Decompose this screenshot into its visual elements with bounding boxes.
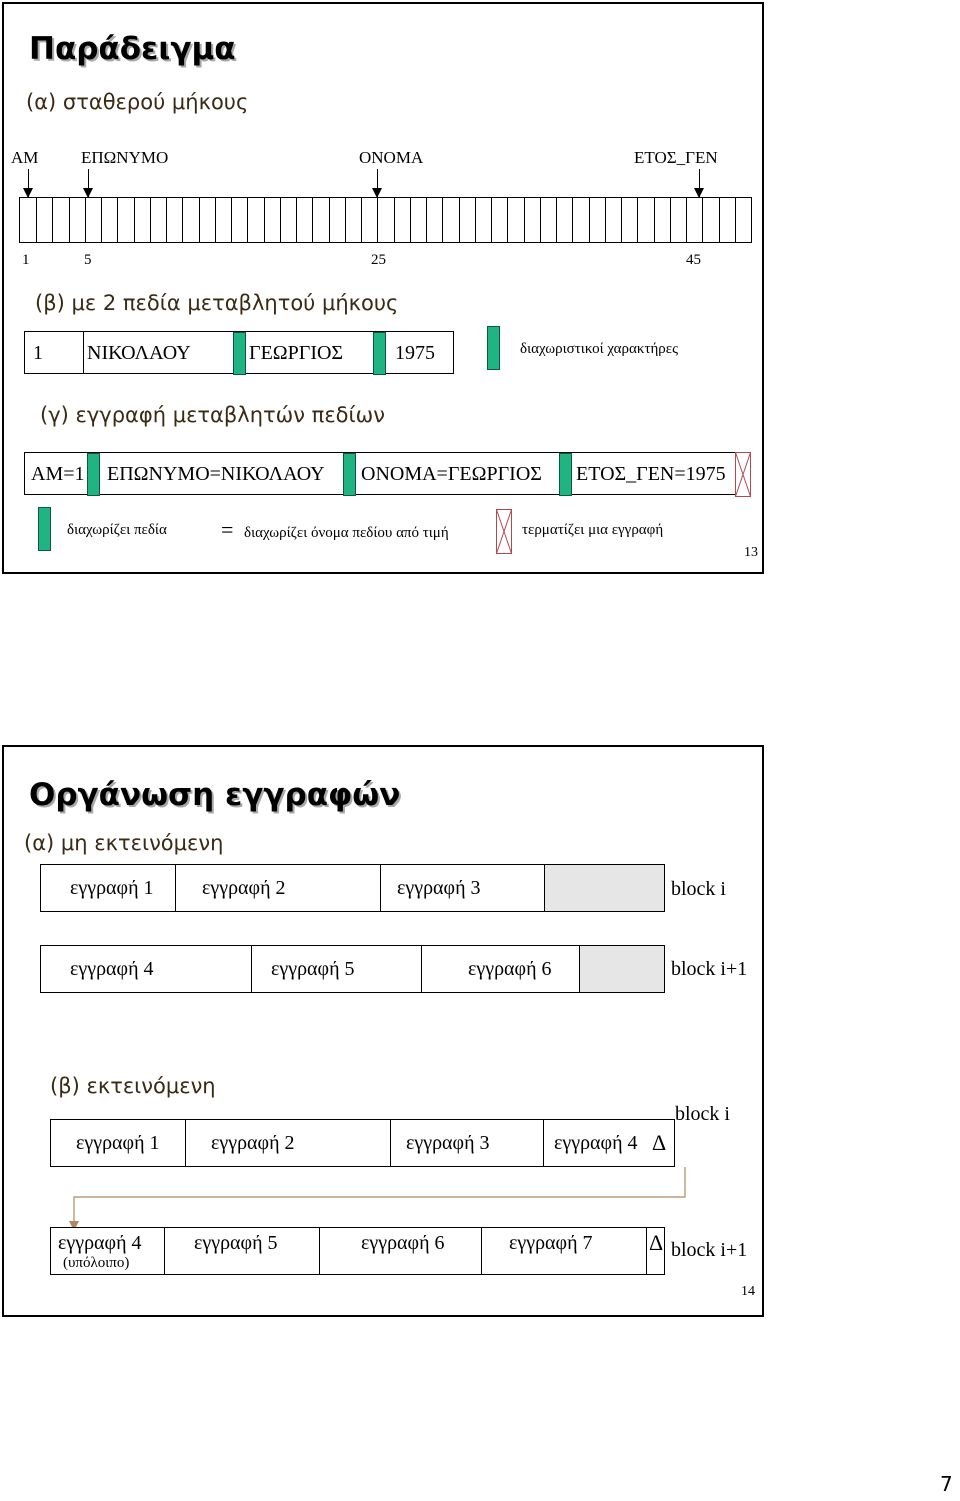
value-surname: ΝΙΚΟΛΑΟΥ — [87, 342, 191, 364]
record-remainder-note: (υπόλοιπο) — [63, 1255, 130, 1271]
byte-slot-divider — [377, 198, 378, 242]
arrow-down-icon — [88, 169, 89, 197]
record-cell: εγγραφή 1 — [76, 1132, 160, 1154]
slide-title: Οργάνωση εγγραφών — [29, 777, 401, 813]
byte-slot-divider — [735, 198, 736, 242]
byte-slot-divider — [345, 198, 346, 242]
byte-slot-divider — [394, 198, 395, 242]
byte-slot-divider — [85, 198, 86, 242]
value-name: ΓΕΩΡΓΙΟΣ — [249, 342, 344, 364]
byte-slot-divider — [312, 198, 313, 242]
subtitle-a: (α) μη εκτεινόμενη — [24, 831, 224, 855]
fixed-length-record — [19, 197, 752, 243]
byte-slot-divider — [637, 198, 638, 242]
byte-slot-divider — [702, 198, 703, 242]
separator-chars-label: διαχωριστικοί χαρακτήρες — [520, 341, 679, 357]
byte-slot-divider — [329, 198, 330, 242]
legend-terminates-record: τερματίζει μια εγγραφή — [522, 522, 664, 538]
byte-slot-divider — [654, 198, 655, 242]
value-year: 1975 — [395, 342, 435, 364]
field-label-am: AM — [11, 148, 39, 167]
record-cell: εγγραφή 2 — [202, 877, 286, 899]
record-cell: εγγραφή 5 — [194, 1232, 278, 1254]
block-i-plus-1-unspanned — [40, 945, 665, 993]
byte-slot-divider — [556, 198, 557, 242]
block-label: block i+1 — [671, 1239, 748, 1261]
value-am-pair: AM=1 — [31, 463, 85, 485]
record-terminator-legend-icon — [496, 509, 512, 554]
slide-page-number: 13 — [744, 545, 758, 560]
unused-space — [544, 865, 664, 911]
position-25: 25 — [371, 252, 386, 268]
byte-slot-divider — [247, 198, 248, 242]
byte-slot-divider — [491, 198, 492, 242]
byte-slot-divider — [36, 198, 37, 242]
separator-marker — [87, 453, 100, 496]
byte-slot-divider — [719, 198, 720, 242]
delta-pointer: Δ — [652, 1130, 667, 1155]
byte-slot-divider — [572, 198, 573, 242]
field-label-name: ΟΝΟΜΑ — [359, 148, 424, 167]
byte-slot-divider — [150, 198, 151, 242]
record-cell: εγγραφή 4 — [70, 958, 154, 980]
block-i-plus-1-spanned — [50, 1227, 665, 1275]
byte-slot-divider — [670, 198, 671, 242]
slide-13 — [2, 2, 764, 574]
block-i-unspanned — [40, 864, 665, 912]
byte-slot-divider — [410, 198, 411, 242]
delta-pointer: Δ — [649, 1230, 664, 1255]
byte-slot-divider — [426, 198, 427, 242]
record-terminator-icon — [735, 452, 751, 497]
arrow-down-icon — [28, 169, 29, 197]
record-cell: εγγραφή 5 — [271, 958, 355, 980]
byte-slot-divider — [215, 198, 216, 242]
block-label: block i — [675, 1103, 730, 1125]
variable-record-b — [24, 331, 454, 374]
subtitle-a: (α) σταθερού μήκους — [26, 90, 249, 114]
slide-page-number: 14 — [741, 1284, 755, 1299]
byte-slot-divider — [507, 198, 508, 242]
record-cell: εγγραφή 7 — [509, 1232, 593, 1254]
page-footer-number: 7 — [940, 1472, 953, 1496]
byte-slot-divider — [524, 198, 525, 242]
value-name-pair: ΟΝΟΜΑ=ΓΕΩΡΓΙΟΣ — [361, 463, 542, 485]
subtitle-b: (β) εκτεινόμενη — [50, 1074, 216, 1098]
record-cell: εγγραφή 2 — [211, 1132, 295, 1154]
unused-space — [579, 946, 664, 992]
byte-slot-divider — [166, 198, 167, 242]
subtitle-c: (γ) εγγραφή μεταβλητών πεδίων — [40, 403, 385, 427]
record-cell: εγγραφή 4 — [554, 1132, 638, 1154]
record-cell: εγγραφή 3 — [406, 1132, 490, 1154]
continuation-arrow-icon — [64, 1157, 694, 1232]
separator-marker — [233, 332, 246, 375]
block-label: block i — [671, 878, 726, 900]
record-cell: εγγραφή 4 — [58, 1232, 142, 1254]
subtitle-b: (β) με 2 πεδία μεταβλητού μήκους — [35, 291, 399, 315]
separator-marker — [373, 332, 386, 375]
byte-slot-divider — [361, 198, 362, 242]
byte-slot-divider — [442, 198, 443, 242]
byte-slot-divider — [117, 198, 118, 242]
equals-legend-icon: = — [221, 517, 234, 542]
field-label-birth-year: ΕΤΟΣ_ΓΕΝ — [634, 148, 718, 167]
byte-slot-divider — [52, 198, 53, 242]
byte-slot-divider — [199, 198, 200, 242]
field-label-surname: ΕΠΩΝΥΜΟ — [81, 148, 169, 167]
byte-slot-divider — [605, 198, 606, 242]
legend-separates-fields: διαχωρίζει πεδία — [67, 522, 167, 538]
byte-slot-divider — [459, 198, 460, 242]
byte-slot-divider — [621, 198, 622, 242]
position-5: 5 — [84, 252, 92, 268]
byte-slot-divider — [540, 198, 541, 242]
byte-slot-divider — [101, 198, 102, 242]
value-am: 1 — [33, 342, 43, 364]
legend-separates-name-value: διαχωρίζει όνομα πεδίου από τιμή — [244, 525, 449, 541]
slide-title: Παράδειγμα — [29, 31, 236, 67]
position-1: 1 — [22, 252, 30, 268]
arrow-down-icon — [699, 169, 700, 197]
record-cell: εγγραφή 6 — [468, 958, 552, 980]
arrow-down-icon — [377, 169, 378, 197]
record-cell: εγγραφή 1 — [70, 877, 154, 899]
byte-slot-divider — [69, 198, 70, 242]
byte-slot-divider — [296, 198, 297, 242]
field-separator-legend-icon — [38, 507, 51, 551]
byte-slot-divider — [589, 198, 590, 242]
separator-marker — [559, 453, 572, 496]
record-cell: εγγραφή 6 — [361, 1232, 445, 1254]
byte-slot-divider — [231, 198, 232, 242]
separator-marker — [343, 453, 356, 496]
block-label: block i+1 — [671, 958, 748, 980]
slide-14 — [2, 745, 764, 1317]
byte-slot-divider — [264, 198, 265, 242]
position-45: 45 — [686, 252, 701, 268]
byte-slot-divider — [686, 198, 687, 242]
byte-slot-divider — [134, 198, 135, 242]
value-year-pair: ΕΤΟΣ_ΓΕΝ=1975 — [576, 463, 726, 485]
variable-record-c — [24, 452, 750, 495]
separator-legend-marker — [487, 326, 500, 370]
byte-slot-divider — [475, 198, 476, 242]
value-surname-pair: ΕΠΩΝΥΜΟ=ΝΙΚΟΛΑΟΥ — [107, 463, 325, 485]
byte-slot-divider — [280, 198, 281, 242]
byte-slot-divider — [182, 198, 183, 242]
record-cell: εγγραφή 3 — [397, 877, 481, 899]
